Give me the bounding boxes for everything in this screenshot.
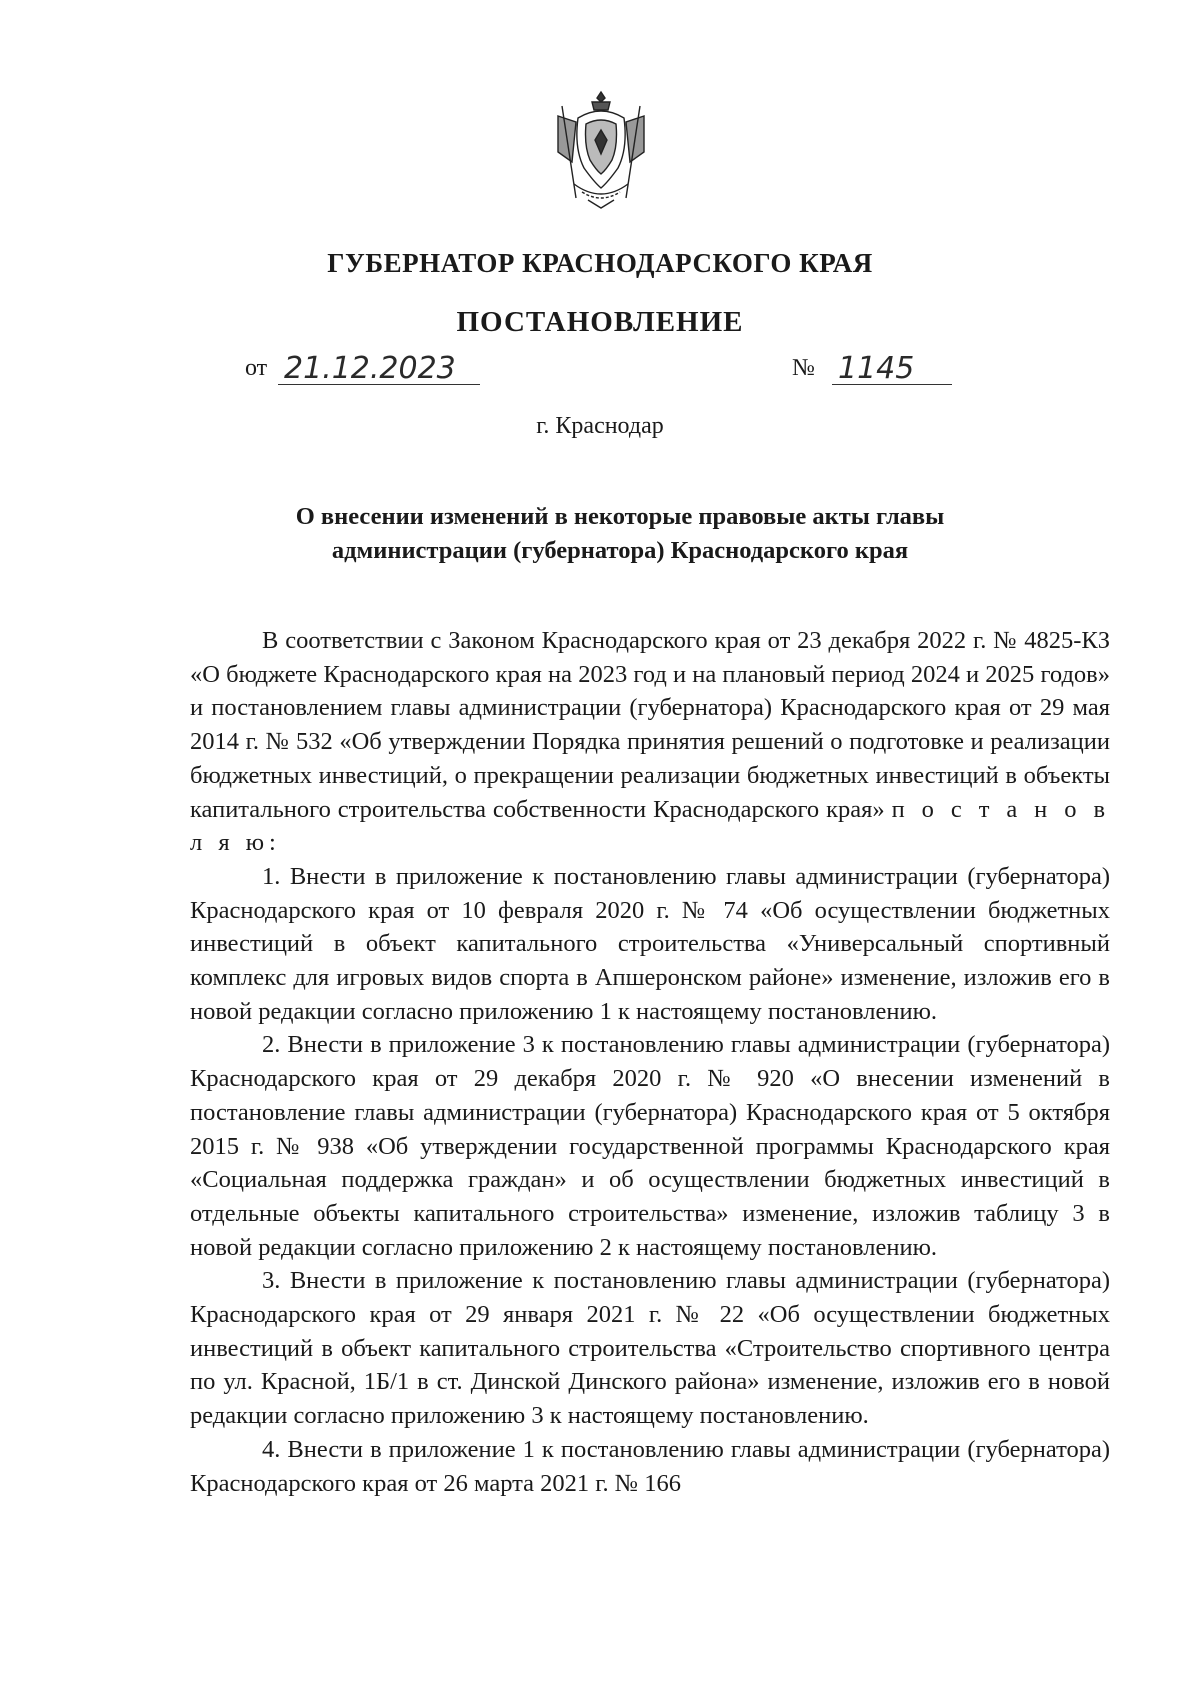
document-type-title: ПОСТАНОВЛЕНИЕ [456,306,744,338]
item-4: 4. Внести в приложение 1 к постановлению главы администрации (губернатора) Краснодарского края от 26 марта 2021 г. № 166 [190,1435,1110,1497]
handwritten-number: 1145 [832,354,952,385]
preamble-text: В соответствии с Законом Краснодарского края от 23 декабря 2022 г. № 4825-КЗ «О бюджете Краснодарского края на 2023 год и на плановый период 2024 и 2025 годов» и постановлением главы администрации (губернатора) Краснодарского края от 29 мая 2014 г. № 532 «Об утверждении Порядка принятия решений о подготовке и реализации бюджетных инвестиций, о прекращении реализации бюджетных инвестиций в объекты капитального строительства собственности Краснодарского края» [190,627,1110,823]
authority-title: ГУБЕРНАТОР КРАСНОДАРСКОГО КРАЯ [327,248,873,278]
preamble-paragraph [190,624,1110,860]
decree-heading [220,500,1020,568]
item-3: 3. Внести в приложение к постановлению главы администрации (губернатора) Краснодарского края от 29 января 2021 г. № 22 «Об осуществлении бюджетных инвестиций в объект капитального строительства «Строительство спортивного центра по ул. Красной, 1Б/1 в ст. Динской Динского района» изменение, изложив его в новой редакции согласно приложению 3 к настоящему постановлению. [190,1267,1110,1430]
decree-verb: п о с т а н о в л я ю: [190,795,1111,857]
decree-body [190,624,1110,1500]
item-1: 1. Внести в приложение к постановлению главы администрации (губернатора) Краснодарского края от 10 февраля 2020 г. № 74 «Об осуществлении бюджетных инвестиций в объект капитального строительства «Универсальный спортивный комплекс для игровых видов спорта в Апшеронском районе» изменение, изложив его в новой редакции согласно приложению 1 к настоящему постановлению. [190,862,1110,1025]
handwritten-date: 21.12.2023 [278,354,480,385]
number-label: № [792,355,815,381]
heading-line-1: О внесении изменений в некоторые правовые акты главы [295,503,945,530]
heading-line-2: администрации (губернатора) Краснодарского края [331,537,909,564]
item-2: 2. Внести в приложение 3 к постановлению главы администрации (губернатора) Краснодарского края от 29 декабря 2020 г. № 920 «О внесении изменений в постановление главы администрации (губернатора) Краснодарского края от 5 октября 2015 г. № 938 «Об утверждении государственной программы Краснодарского края «Социальная поддержка граждан» и об осуществлении бюджетных инвестиций в отдельные объекты капитального строительства» изменение, изложив таблицу 3 в новой редакции согласно приложению 2 к настоящему постановлению. [190,1031,1110,1261]
date-label: от [245,355,268,381]
city-name: г. Краснодар [536,413,664,439]
coat-of-arms-emblem [548,88,654,216]
